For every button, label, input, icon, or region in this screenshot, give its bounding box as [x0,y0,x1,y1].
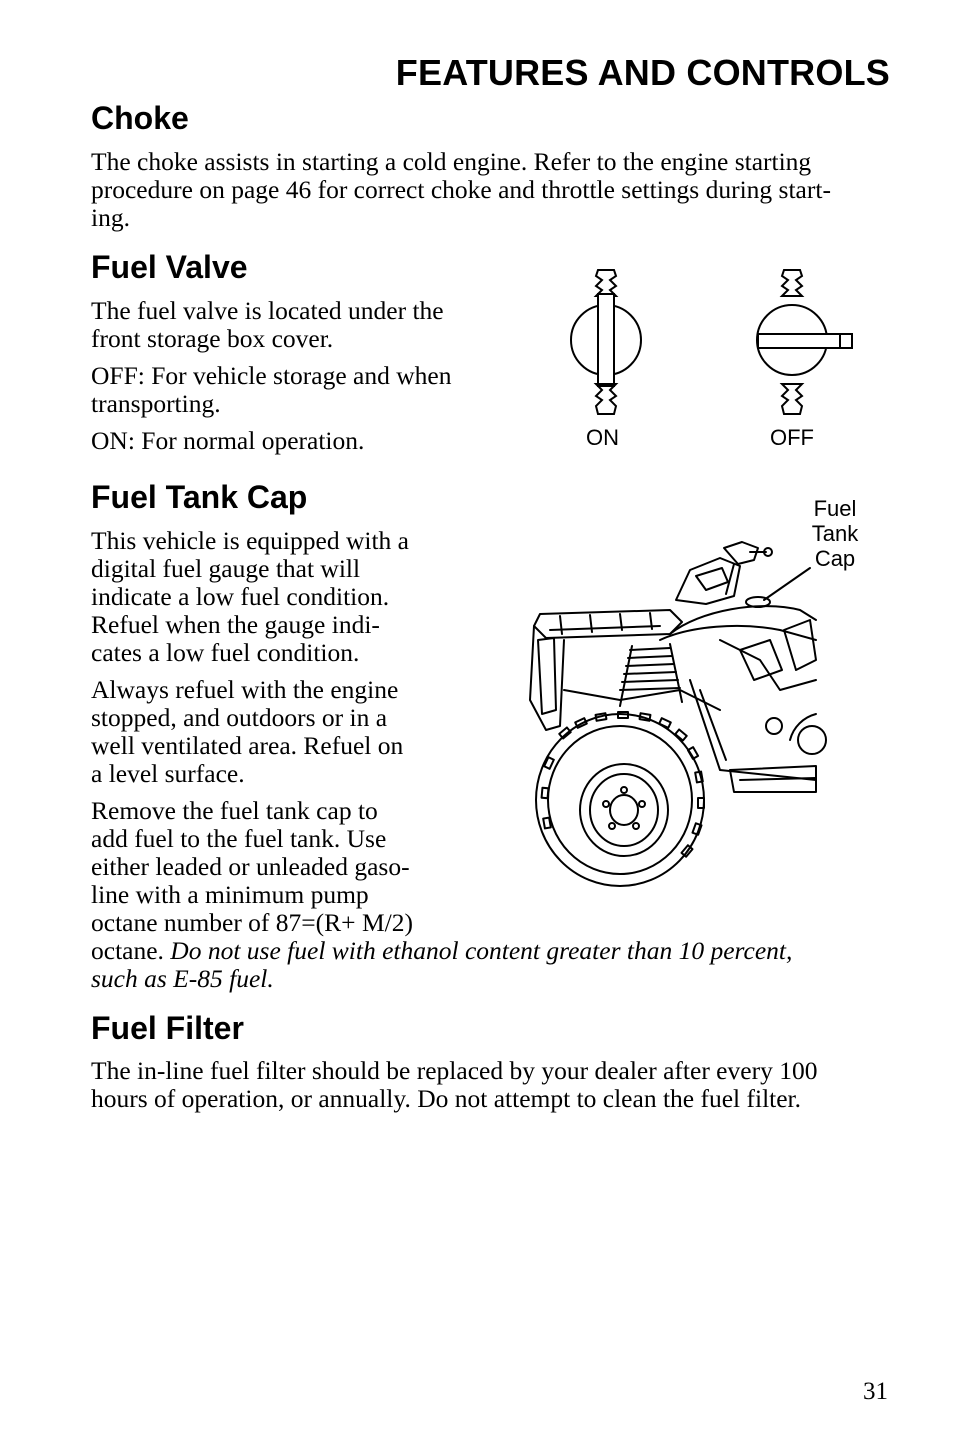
gauge-line-3: indicate a low fuel condition. [91,582,390,611]
callout-line-2: Tank [811,521,859,546]
fuel-valve-off-text [91,362,491,418]
fuel-filter-line-2: hours of operation, or annually. Do not attempt to clean the fuel filter. [91,1084,802,1113]
callout-line-3: Cap [814,546,856,571]
fuel-tank-cap-heading: Fuel Tank Cap [91,479,308,515]
gauge-line-5: cates a low fuel condition. [91,638,360,667]
gauge-line-1: This vehicle is equipped with a [91,526,409,555]
ethanol-warning-line-2: such as E-85 fuel. [91,964,274,993]
refuel-line-4: line with a minimum pump [91,880,369,909]
choke-line-3: ing. [91,203,130,232]
choke-line-2: procedure on page 46 for correct choke and throttle settings during start- [91,175,831,204]
valve-off-label: OFF [770,425,814,450]
page-number: 31 [863,1378,888,1405]
fuel-tank-cap-safety-text [91,676,451,788]
refuel-line-3: either leaded or unleaded gaso- [91,852,410,881]
fuel-filter-paragraph [91,1057,891,1113]
valve-on-drawing [571,270,641,414]
fuel-tank-cap-gauge-text [91,527,451,667]
fuel-valve-p2-line-2: transporting. [91,389,221,418]
fuel-valve-p1-line-1: The fuel valve is located under the [91,296,444,325]
gauge-line-4: Refuel when the gauge indi- [91,610,380,639]
choke-line-1: The choke assists in starting a cold engine. Refer to the engine starting [91,147,812,176]
callout-line-1: Fuel [813,496,857,521]
safety-line-4: a level surface. [91,759,245,788]
safety-line-2: stopped, and outdoors or in a [91,703,388,732]
choke-paragraph [91,148,891,232]
refuel-line-1: Remove the fuel tank cap to [91,796,378,825]
ethanol-warning-line-1: Do not use fuel with ethanol content greater than 10 percent, [170,936,793,965]
gauge-line-2: digital fuel gauge that will [91,554,361,583]
valve-on-label: ON [586,425,619,450]
choke-heading: Choke [91,100,189,136]
refuel-line-6-plain: octane. [91,936,171,965]
refuel-line-2: add fuel to the fuel tank. Use [91,824,387,853]
safety-line-1: Always refuel with the engine [91,675,399,704]
fuel-valve-p2-line-1: OFF: For vehicle storage and when [91,361,452,390]
fuel-valve-on-text: ON: For normal operation. [91,426,365,455]
fuel-valve-p1-line-2: front storage box cover. [91,324,334,353]
fuel-valve-location-text [91,297,491,353]
page-title: FEATURES AND CONTROLS [395,52,890,93]
safety-line-3: well ventilated area. Refuel on [91,731,404,760]
fuel-valve-heading: Fuel Valve [91,249,248,285]
valve-off-drawing [757,270,852,414]
fuel-filter-line-1: The in-line fuel filter should be replaced by your dealer after every 100 [91,1056,818,1085]
callout-leader-line [764,568,810,600]
atv-illustration [520,530,820,885]
refuel-line-5: octane number of 87=(R+ M/2) [91,908,413,937]
fuel-filter-heading: Fuel Filter [91,1010,244,1046]
